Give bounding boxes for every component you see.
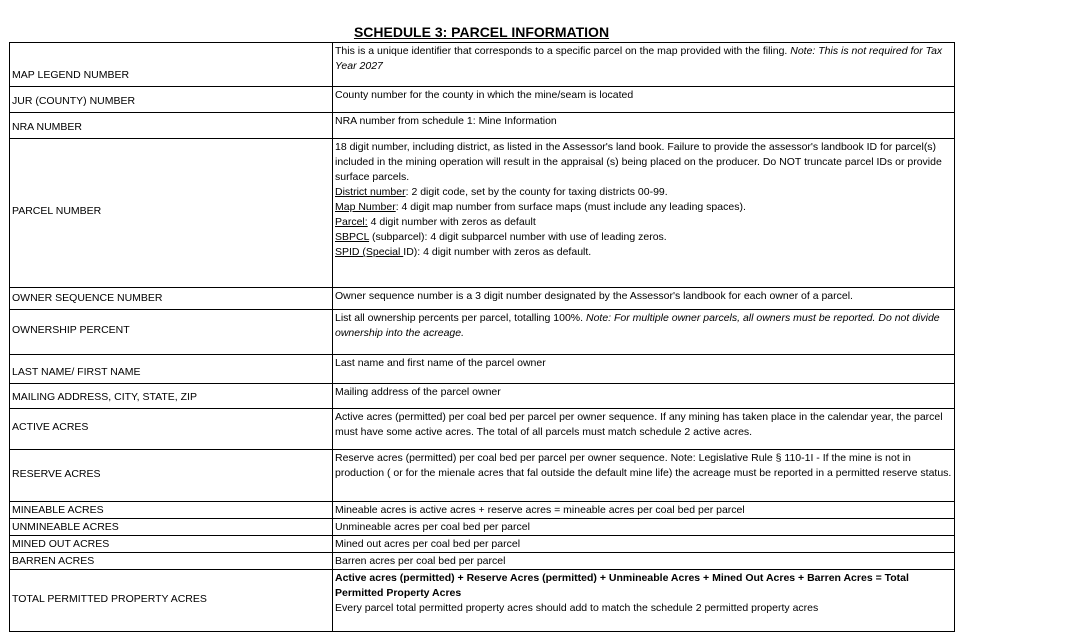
field-label: MAP LEGEND NUMBER <box>10 43 333 87</box>
field-description: County number for the county in which the mine/seam is located <box>333 87 955 113</box>
table-row <box>10 43 955 87</box>
field-label: MINEABLE ACRES <box>10 502 333 519</box>
list-item <box>335 245 952 260</box>
field-description: Owner sequence number is a 3 digit number designated by the Assessor's landbook for each owner of a parcel. <box>333 288 955 310</box>
list-item <box>335 200 952 215</box>
field-label: UNMINEABLE ACRES <box>10 519 333 536</box>
item-term: Map Number <box>335 201 396 213</box>
item-term: SPID (Special <box>335 246 404 258</box>
table-row <box>10 288 955 310</box>
description-text: This is a unique identifier that corresponds to a specific parcel on the map provided with the filing. <box>335 45 791 57</box>
list-item <box>335 185 952 200</box>
item-text: ID): 4 digit number with zeros as default. <box>403 246 592 258</box>
field-label: MINED OUT ACRES <box>10 536 333 553</box>
description-formula: Active acres (permitted) + Reserve Acres (permitted) + Unmineable Acres + Mined Out Acres + Barren Acres = Total Permitted Property Acres <box>335 572 909 599</box>
table-row <box>10 409 955 450</box>
description-note: Note: This is not required for Tax Year 2027 <box>335 45 943 72</box>
item-term: SBPCL <box>335 231 370 243</box>
field-label: TOTAL PERMITTED PROPERTY ACRES <box>10 570 333 632</box>
field-label: MAILING ADDRESS, CITY, STATE, ZIP <box>10 384 333 409</box>
table-row <box>10 87 955 113</box>
item-term: Parcel: <box>335 216 368 228</box>
table-row <box>10 553 955 570</box>
page-title: SCHEDULE 3: PARCEL INFORMATION <box>353 24 610 40</box>
field-label: PARCEL NUMBER <box>10 139 333 288</box>
field-label: JUR (COUNTY) NUMBER <box>10 87 333 113</box>
list-item <box>335 230 952 245</box>
field-description: Mined out acres per coal bed per parcel <box>333 536 955 553</box>
item-text: : 2 digit code, set by the county for taxing districts 00-99. <box>405 186 668 198</box>
field-description: Active acres (permitted) per coal bed per parcel per owner sequence. If any mining has taken place in the calendar year, the parcel must have some active acres. The total of all parcels must match schedule 2 active acres. <box>333 409 955 450</box>
field-description: Mineable acres is active acres + reserve acres = mineable acres per coal bed per parcel <box>333 502 955 519</box>
field-label: OWNER SEQUENCE NUMBER <box>10 288 333 310</box>
item-text: : 4 digit map number from surface maps (must include any leading spaces). <box>395 201 746 213</box>
description-text: Every parcel total permitted property acres should add to match the schedule 2 permitted property acres <box>335 602 819 614</box>
field-description <box>333 570 955 632</box>
field-description: Reserve acres (permitted) per coal bed per parcel per owner sequence. Note: Legislative Rule § 110-1I - If the mine is not in production ( or for the mienale acres that fal outside the default mine life) the acreage must be reported in a permitted reserve status. <box>333 450 955 502</box>
item-term: District number <box>335 186 406 198</box>
field-description: NRA number from schedule 1: Mine Information <box>333 113 955 139</box>
field-label: RESERVE ACRES <box>10 450 333 502</box>
field-description: Last name and first name of the parcel owner <box>333 355 955 384</box>
table-row <box>10 502 955 519</box>
field-description: Mailing address of the parcel owner <box>333 384 955 409</box>
description-text: 18 digit number, including district, as listed in the Assessor's land book. Failure to provide the assessor's landbook ID for parcel(s) included in the mining operation will result in the appraisal (s) being placed on the producer. Do NOT truncate parcel IDs or provide surface parcels. <box>335 141 942 183</box>
table-row <box>10 384 955 409</box>
field-label: NRA NUMBER <box>10 113 333 139</box>
item-text: 4 digit number with zeros as default <box>367 216 536 228</box>
item-text: (subparcel): 4 digit subparcel number with use of leading zeros. <box>369 231 667 243</box>
field-label: ACTIVE ACRES <box>10 409 333 450</box>
list-item <box>335 215 952 230</box>
field-label: BARREN ACRES <box>10 553 333 570</box>
description-text: List all ownership percents per parcel, totalling 100%. <box>335 312 586 324</box>
field-description <box>333 43 955 87</box>
parcel-info-table <box>9 42 955 632</box>
table-row <box>10 536 955 553</box>
table-row <box>10 519 955 536</box>
field-description: Barren acres per coal bed per parcel <box>333 553 955 570</box>
table-row <box>10 113 955 139</box>
field-description <box>333 139 955 288</box>
description-note: Note: For multiple owner parcels, all owners must be reported. Do not divide ownership into the acreage. <box>335 312 940 339</box>
field-description <box>333 310 955 355</box>
field-description: Unmineable acres per coal bed per parcel <box>333 519 955 536</box>
field-label: OWNERSHIP PERCENT <box>10 310 333 355</box>
table-row <box>10 355 955 384</box>
field-label: LAST NAME/ FIRST NAME <box>10 355 333 384</box>
table-row <box>10 310 955 355</box>
table-row <box>10 570 955 632</box>
table-row <box>10 450 955 502</box>
table-row <box>10 139 955 288</box>
